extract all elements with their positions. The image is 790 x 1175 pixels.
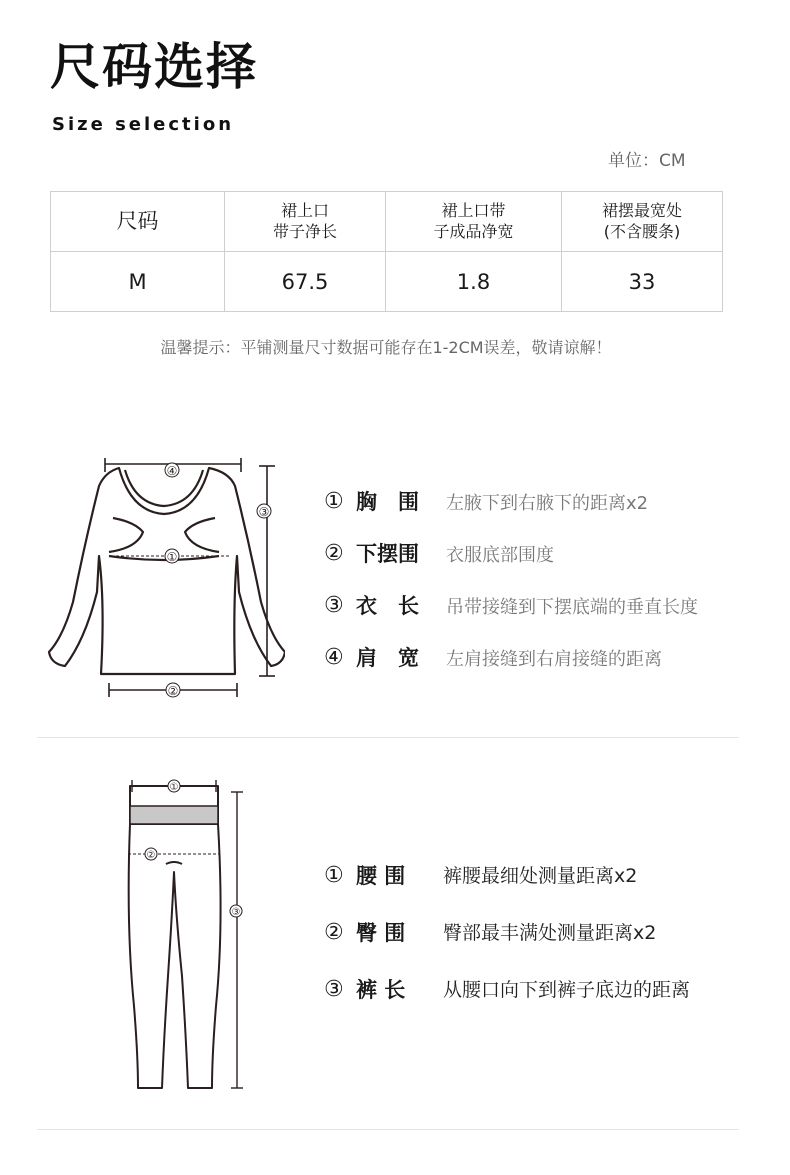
legend-num: ② [324, 919, 344, 945]
legend-item [324, 860, 405, 890]
legend-num: ① [324, 488, 344, 514]
section-divider [37, 737, 739, 738]
size-table [50, 191, 723, 312]
marker-1: ① [166, 550, 178, 564]
marker-length: ③ [231, 907, 241, 918]
legend-desc: 臀部最丰满处测量距离x2 [443, 922, 657, 944]
marker-waist: ① [169, 782, 179, 793]
marker-3: ③ [258, 505, 270, 519]
legend-num: ④ [324, 644, 344, 670]
legend-desc: 左腋下到右腋下的距离x2 [446, 493, 649, 514]
table-cell: 1.8 [386, 252, 562, 312]
legend-num: ① [324, 862, 344, 888]
legend-desc: 衣服底部围度 [446, 545, 554, 566]
table-header-cell: 尺码 [51, 192, 225, 252]
legend-desc: 左肩接缝到右肩接缝的距离 [446, 649, 662, 670]
legend-desc: 吊带接缝到下摆底端的垂直长度 [446, 597, 698, 618]
legend-item [324, 538, 419, 568]
legend-name: 胸 围 [356, 490, 419, 514]
measurement-tip: 温馨提示：平铺测量尺寸数据可能存在1-2CM误差，敬请谅解！ [160, 338, 612, 357]
legend-num: ③ [324, 976, 344, 1002]
legend-name: 腰 围 [356, 864, 406, 888]
page-title: 尺码选择 [50, 38, 258, 96]
section-divider [37, 1129, 739, 1130]
legend-num: ② [324, 540, 344, 566]
legend-item [324, 917, 405, 947]
legend-desc: 从腰口向下到裤子底边的距离 [443, 979, 691, 1001]
marker-4: ④ [166, 464, 178, 478]
table-cell: 33 [562, 252, 723, 312]
legend-item [324, 486, 419, 516]
table-header-cell: 裙上口带 子成品净宽 [386, 192, 562, 252]
top-garment-diagram [45, 452, 285, 702]
legend-item [324, 974, 405, 1004]
legend-name: 臀 围 [356, 921, 406, 945]
legend-name: 衣 长 [356, 594, 419, 618]
marker-2: ② [167, 684, 179, 698]
legend-item [324, 590, 419, 620]
legend-desc: 裤腰最细处测量距离x2 [443, 865, 638, 887]
table-cell: M [51, 252, 225, 312]
legend-item [324, 642, 419, 672]
legend-num: ③ [324, 592, 344, 618]
table-header-row [51, 192, 723, 252]
table-header-cell: 裙上口 带子净长 [225, 192, 386, 252]
page-subtitle: Size selection [52, 114, 235, 135]
legend-name: 裤 长 [356, 978, 406, 1002]
table-row [51, 252, 723, 312]
marker-hip: ② [146, 850, 156, 861]
table-header-cell: 裙摆最宽处 (不含腰条) [562, 192, 723, 252]
table-cell: 67.5 [225, 252, 386, 312]
legend-name: 肩 宽 [356, 646, 419, 670]
unit-label: 单位：CM [608, 151, 686, 171]
pants-diagram [110, 776, 250, 1096]
legend-name: 下摆围 [356, 542, 419, 566]
